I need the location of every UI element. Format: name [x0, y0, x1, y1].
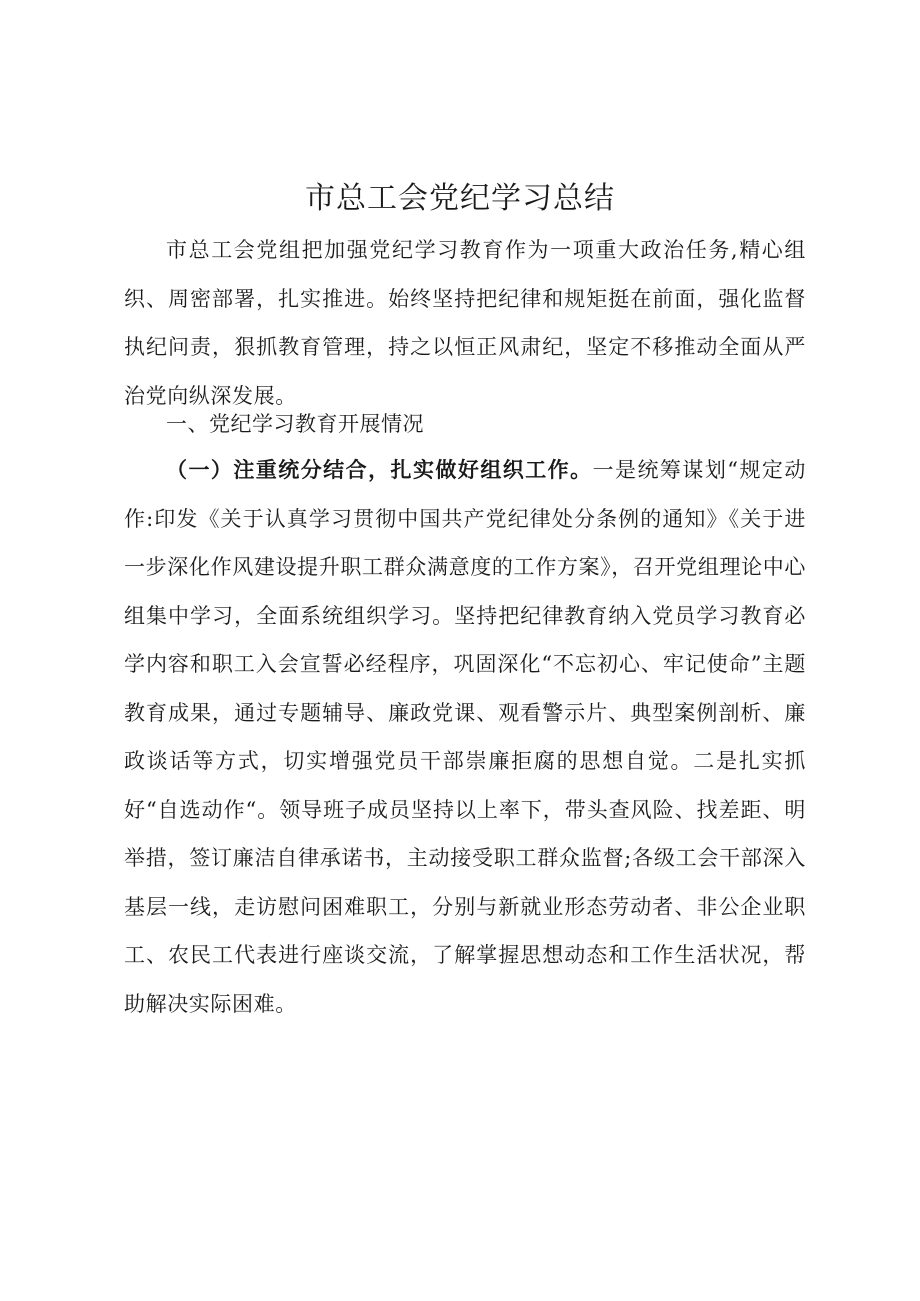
- document-title: 市总工会党纪学习总结: [305, 181, 615, 216]
- subsection-body: 一是统筹谋划“规定动作:印发《关于认真学习贯彻中国共产党纪律处分条例的通知》《关于进一步深化作风建设提升职工群众满意度的工作方案》，召开党组理论中心组集中学习，全面系统组织学习。坚持把纪律教育纳入党员学习教育必学内容和职工入会宣誓必经程序，巩固深化“不忘初心、牢记使命”主题教育成果，通过专题辅导、廉政党课、观看警示片、典型案例剖析、廉政谈话等方式，切实增强党员干部崇廉拒腐的思想自觉。二是扎实抓好“自选动作“。领导班子成员坚持以上率下，带头查风险、找差距、明举措，签订廉洁自律承诺书，主动接受职工群众监督;各级工会干部深入基层一线，走访慰问困难职工，分别与新就业形态劳动者、非公企业职工、农民工代表进行座谈交流，了解掌握思想动态和工作生活状况，帮助解决实际困难。: [124, 458, 806, 1016]
- section-heading: 一、党纪学习教育开展情况: [166, 412, 424, 436]
- subsection-lead: （一）注重统分结合，扎实做好组织工作。: [166, 458, 593, 482]
- intro-paragraph: 市总工会党组把加强党纪学习教育作为一项重大政治任务,精心组织、周密部署，扎实推进。始终坚持把纪律和规矩挺在前面，强化监督执纪问责，狠抓教育管理，持之以恒正风肃纪，坚定不移推动全面从严治党向纵深发展。: [124, 238, 806, 408]
- subsection-paragraph: [124, 446, 806, 1028]
